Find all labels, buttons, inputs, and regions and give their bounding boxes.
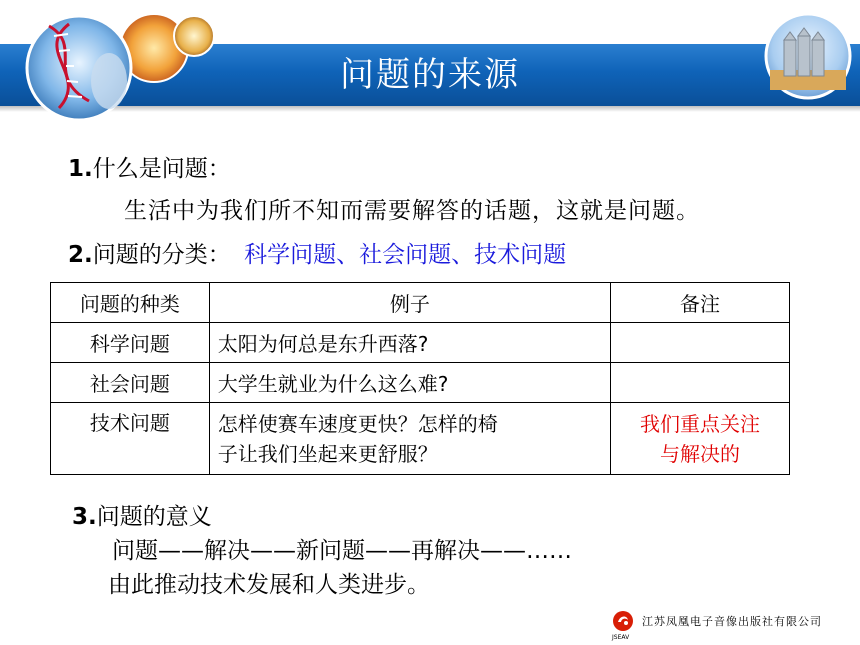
- row-note: [611, 323, 790, 363]
- table-row: [51, 323, 790, 363]
- row-example: 太阳为何总是东升西落?: [209, 323, 610, 363]
- header-type: 问题的种类: [51, 283, 210, 323]
- publisher-logo-icon: [612, 610, 634, 632]
- header-note: 备注: [611, 283, 790, 323]
- row-type: 科学问题: [51, 323, 210, 363]
- section1-body: 生活中为我们所不知而需要解答的话题，这就是问题。: [124, 198, 700, 224]
- section3-line1: 问题——解决——新问题——再解决——……: [112, 538, 572, 564]
- publisher-logo-text: JSEAV: [612, 634, 630, 641]
- section3-line2: 由此推动技术发展和人类进步。: [108, 572, 430, 598]
- section3-heading-text: 问题的意义: [96, 504, 212, 530]
- row-type: 技术问题: [51, 403, 210, 475]
- section3-number: 3.: [72, 504, 97, 530]
- row-note: [611, 403, 790, 475]
- section1-heading: [68, 150, 231, 183]
- row-example-line1: 怎样使赛车速度更快？怎样的椅: [217, 411, 498, 436]
- section2-number: 2.: [68, 242, 93, 268]
- section3-heading: [72, 498, 212, 531]
- section2-heading-text: 问题的分类：: [92, 242, 231, 268]
- publisher-name: 江苏凤凰电子音像出版社有限公司: [642, 615, 822, 628]
- row-example: [209, 403, 610, 475]
- row-note-line2: 与解决的: [660, 441, 741, 466]
- section1-number: 1.: [68, 156, 93, 182]
- row-note: [611, 363, 790, 403]
- problem-types-table: [50, 282, 790, 475]
- table-row: [51, 403, 790, 475]
- slide-title: 问题的来源: [340, 55, 520, 95]
- row-example: 大学生就业为什么这么难?: [209, 363, 610, 403]
- section2-heading: [68, 236, 566, 269]
- row-example-line2: 子让我们坐起来更舒服？: [217, 441, 438, 466]
- problem-categories: 科学问题、社会问题、技术问题: [244, 242, 567, 268]
- row-type: 社会问题: [51, 363, 210, 403]
- section1-heading-text: 什么是问题：: [92, 156, 231, 182]
- header-example: 例子: [209, 283, 610, 323]
- table-row: [51, 363, 790, 403]
- table-header-row: [51, 283, 790, 323]
- row-note-line1: 我们重点关注: [640, 411, 761, 436]
